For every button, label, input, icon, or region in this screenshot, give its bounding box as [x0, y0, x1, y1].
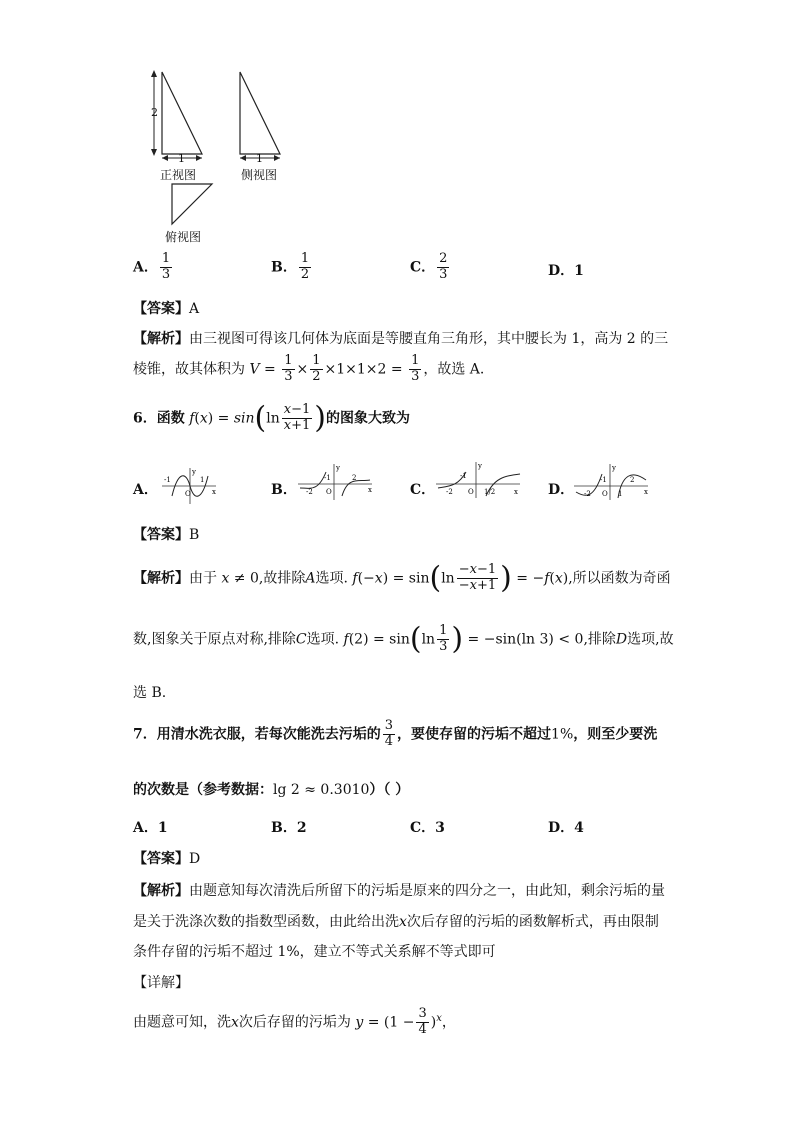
top-view-triangle: [172, 184, 212, 224]
svg-text:y: y: [612, 464, 616, 472]
svg-text:-1: -1: [460, 472, 467, 480]
q5-answer: 【答案】A: [133, 301, 200, 317]
side-view-label: 侧视图: [241, 168, 278, 182]
front-base-label: 1: [178, 152, 185, 165]
svg-text:y: y: [336, 464, 340, 472]
q7-detail-tag: 【详解】: [133, 975, 189, 991]
three-view-figure: [140, 66, 290, 246]
q5-options: A． $\frac{1}{3}$: [133, 251, 171, 282]
q6-answer: 【答案】B: [133, 527, 200, 543]
side-base-label: 1: [256, 152, 263, 165]
q7-opt-c: C．3: [410, 820, 445, 836]
q6-analysis-3: 选 B.: [133, 685, 167, 701]
svg-text:-2: -2: [446, 488, 453, 496]
svg-text:-1: -1: [324, 474, 331, 482]
q6-graph-a: [160, 466, 220, 506]
svg-text:-1: -1: [600, 476, 607, 484]
svg-text:O: O: [326, 488, 332, 496]
q7-opt-b: B．2: [271, 820, 307, 836]
q7-stem-1: 7．用清水洗衣服，若每次能洗去污垢的 $\frac{3}{4}$ ，要使存留的污垢不超过1%，则至少要洗: [133, 718, 658, 749]
q6-opt-d: D．: [548, 482, 575, 498]
q6-analysis-1: 【解析】由于 x ≠ 0,故排除A选项. f(−x) = sin(ln $\frac{-x-1}{-x+1}$ ) = −f(x),所以函数为奇函: [133, 560, 671, 596]
svg-text:-2: -2: [584, 490, 591, 498]
q6-stem: 6．函数 f(x) = sin(ln $\frac{x-1}{x+1}$ )的图象大致为: [133, 400, 410, 436]
q7-analysis-3: 条件存留的污垢不超过 1%，建立不等式关系解不等式即可: [133, 944, 496, 960]
svg-text:x: x: [212, 488, 216, 496]
q7-opt-a: A．1: [133, 820, 168, 836]
svg-text:2: 2: [352, 474, 357, 482]
q6-opt-c: C．: [410, 482, 436, 498]
svg-text:2: 2: [630, 476, 635, 484]
svg-text:O: O: [602, 490, 608, 498]
q6-analysis-2: 数,图象关于原点对称,排除C选项. f(2) = sin(ln $\frac{1}{3}$ ) = −sin(ln 3) < 0,排除D选项,故: [133, 621, 674, 657]
svg-text:1: 1: [200, 476, 205, 484]
q6-graph-d: [572, 462, 652, 502]
svg-text:O: O: [185, 490, 191, 498]
q6-graph-c: [434, 460, 524, 500]
svg-text:y: y: [478, 462, 482, 470]
q7-analysis-1: 【解析】由题意知每次清洗后所留下的污垢是原来的四分之一，由此知，剩余污垢的量: [133, 883, 665, 899]
q5-analysis-2: 棱锥，故其体积为 V = $\frac{1}{3}$ × $\frac{1}{2}$ ×1×1×2 = $\frac{1}{3}$ ，故选 A.: [133, 353, 485, 384]
height-label: 2: [151, 106, 158, 119]
svg-text:-1: -1: [164, 476, 171, 484]
q7-detail-1: 由题意可知，洗x次后存留的污垢为 y = (1 − $\frac{3}{4}$ )$^x$，: [133, 1006, 456, 1037]
svg-text:-2: -2: [306, 488, 313, 496]
q7-stem-2: 的次数是（参考数据：lg 2 ≈ 0.3010）（ ）: [133, 782, 410, 798]
q5-analysis-1: 【解析】由三视图可得该几何体为底面是等腰直角三角形，其中腰长为 1，高为 2 的三: [133, 331, 669, 347]
svg-text:1/2: 1/2: [484, 488, 496, 496]
svg-text:1: 1: [618, 490, 623, 498]
svg-text:x: x: [644, 488, 648, 496]
q6-opt-a: A．: [133, 482, 158, 498]
top-view-label: 俯视图: [165, 230, 202, 244]
q6-opt-b: B．: [271, 482, 297, 498]
q6-graph-b: [296, 462, 376, 502]
side-view-triangle: [240, 72, 280, 154]
q7-opt-d: D．4: [548, 820, 584, 836]
svg-text:y: y: [192, 468, 196, 476]
front-view-triangle: [162, 72, 202, 154]
svg-text:x: x: [514, 488, 518, 496]
front-view-label: 正视图: [160, 168, 197, 182]
q7-analysis-2: 是关于洗涤次数的指数型函数，由此给出洗x次后存留的污垢的函数解析式，再由限制: [133, 914, 659, 930]
svg-text:O: O: [468, 488, 474, 496]
q7-answer: 【答案】D: [133, 851, 201, 867]
svg-text:x: x: [368, 486, 372, 494]
